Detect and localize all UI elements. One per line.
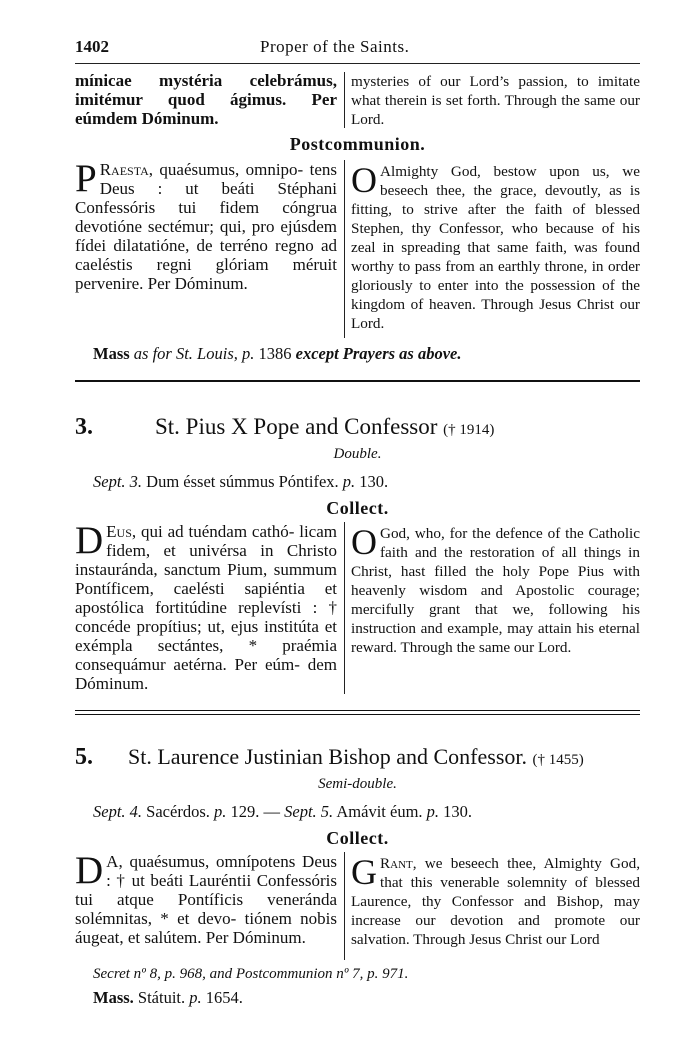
feast-rank: Semi-double. — [318, 776, 397, 792]
collect-latin — [75, 849, 337, 947]
page-ref: 130. — [359, 472, 389, 491]
postcommunion-latin-text: quaésumus, omnipo- tens Deus : ut beáti Stéphani Confessóris tui fidem cóngrua devotióne sectémur; qui, pro ejúsdem fídei dilatatióne, de terréno regno ad caeléstis regni glóriam méruit pervenire. Per Dóminum. — [75, 160, 337, 293]
date-ref: Sept. 3. — [93, 472, 143, 491]
feast-date: († 1455) — [532, 752, 584, 768]
drop-cap: O — [351, 522, 377, 562]
section-rule — [75, 710, 640, 711]
mass-exception: except Prayers as above. — [295, 344, 462, 363]
feast-title — [155, 414, 494, 440]
top-latin: mínicae mystéria celebrámus, imitémur quod ágimus. Per eúmdem Dóminum. — [75, 71, 337, 128]
drop-cap: O — [351, 160, 377, 200]
secret-line — [93, 966, 408, 983]
drop-cap: G — [351, 852, 377, 892]
collect-latin-text: quaésumus, omnípotens Deus : † ut beáti Lauréntii Confessóris tui atque Pontíficis veneránda solémnitas, * et devo- tiónem nobis áugeat, et salútem. Per Dóminum. — [75, 852, 337, 947]
feast-title — [128, 744, 584, 770]
page-ref: 130. — [443, 802, 473, 821]
page-ref: 1654. — [205, 988, 243, 1007]
first-word: Eus, — [106, 522, 137, 541]
collect-latin-text: qui ad tuéndam cathó- licam fidem, et univérsa in Christo instauránda, sanctum Pium, summum Pontíficem, caelésti sapiéntia et apostólica fortitúdine replevísti : † concéde propítius; ut, ejus institúta et exémpla sectántes, * praémia consequámur aetérna. Per eúm- dem Dóminum. — [75, 522, 337, 693]
collect-title: Collect. — [326, 498, 389, 518]
introit-ref: Státuit. — [137, 988, 186, 1007]
date-ref: Sept. 4. — [93, 802, 143, 821]
introit-ref: Dum ésset súmmus Póntifex. — [146, 472, 339, 491]
secret-ref: Secret nº 8, p. 968, and Postcommunion nº 7, p. 971. — [93, 966, 409, 982]
collect-english-text: God, who, for the defence of the Catholic faith and the restoration of all things in Christ, hast filled the holy Pope Pius with heavenly wisdom and Apostolic courage; mercifully grant that we, following his instruction and example, may attain his eternal reward. Through the same our Lord. — [351, 525, 640, 656]
mass-note — [93, 988, 243, 1008]
mass-ref: as for St. Louis, p. — [133, 344, 255, 363]
collect-latin — [75, 519, 337, 693]
column-divider — [344, 522, 345, 694]
page-number: 1402 — [75, 37, 109, 56]
first-word: A, — [106, 852, 123, 871]
first-word: Raesta, — [99, 160, 153, 179]
drop-cap: D — [75, 849, 104, 892]
collect-title: Collect. — [326, 828, 389, 848]
postcommunion-latin — [75, 157, 337, 293]
drop-cap: P — [75, 157, 97, 200]
page-abbr: p. — [426, 802, 440, 821]
feast-number: 5. — [75, 744, 93, 770]
date-ref: Sept. 5. — [284, 802, 334, 821]
mass-page: 1386 — [258, 344, 292, 363]
section-rule — [75, 714, 640, 715]
feast-title-text: St. Laurence Justinian Bishop and Confessor. — [128, 744, 528, 769]
top-english: mysteries of our Lord’s passion, to imitate what therein is set forth. Through the same our Lord. — [351, 73, 640, 128]
drop-cap: D — [75, 519, 104, 562]
mass-note — [93, 344, 462, 364]
introit-ref: Sacérdos. — [146, 802, 210, 821]
postcommunion-english — [351, 162, 640, 333]
feast-number: 3. — [75, 414, 93, 440]
running-header — [75, 37, 640, 64]
postcommunion-english-text: Almighty God, bestow upon us, we beseech thee, the grace, devoutly, as is fitting, to strive after the faith of blessed Stephen, thy Confessor, who because of his zeal in spreading that same faith, was found worthy to pass from an earthly throne, in order gloriously to enter into the possession of the kingdom of heaven. Through Jesus Christ our Lord. — [351, 163, 640, 332]
feast-rank: Double. — [333, 446, 382, 462]
feast-date: († 1914) — [443, 422, 495, 438]
column-divider — [344, 72, 345, 128]
page-abbr: p. — [214, 802, 227, 821]
mass-line — [93, 802, 472, 822]
page-abbr: p. — [342, 472, 356, 491]
postcommunion-title: Postcommunion. — [289, 134, 426, 154]
page-ref: 129. — — [230, 802, 280, 821]
collect-english — [351, 854, 640, 949]
collect-english — [351, 524, 640, 657]
column-divider — [344, 160, 345, 338]
running-title: Proper of the Saints. — [260, 37, 410, 56]
feast-title-text: St. Pius X Pope and Confessor — [155, 414, 438, 439]
first-word: Rant, — [380, 855, 417, 872]
mass-line — [93, 472, 388, 492]
introit-ref: Amávit éum. — [336, 802, 423, 821]
section-rule — [75, 380, 640, 382]
mass-label: Mass — [93, 344, 130, 363]
column-divider — [344, 852, 345, 960]
collect-english-text: we beseech thee, Almighty God, that this venerable solemnity of blessed Laurence, thy Confessor and Bishop, may increase our devotion and promote our salvation. Through Jesus Christ our Lord — [351, 855, 640, 948]
mass-label: Mass. — [93, 988, 134, 1007]
page-abbr: p. — [189, 988, 202, 1007]
